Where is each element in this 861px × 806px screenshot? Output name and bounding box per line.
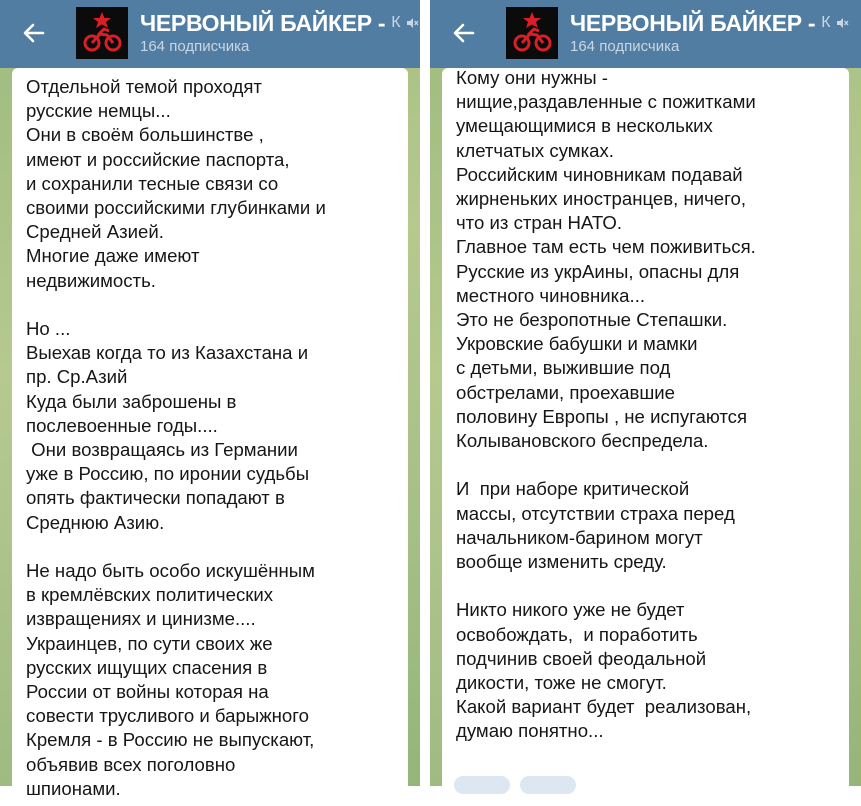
message-text: Отдельной темой проходят русские немцы... Они в своём большинстве , имеют и российские паспорта, и сохранили тесные связи со своими российскими глубинками и Средней Азией. Многие даже имеют недвижимость. Но ... Выехав когда то из Казахстана и пр. Ср.Азий Куда были заброшены в послевоенные годы.... Они возвращаясь из Германии уже в Россию, по иронии судьбы опять фактически попадают в Среднюю Азию. Не надо быть особо искушённым в кремлёвских политических извращениях и цинизме.... Украинцев, по сути своих же русских ищущих спасения в России от войны которая на совести трусливого и барыжного Кремля - в Россию не выпускают, объявив всех поголовно шпионами. <box>26 76 326 799</box>
chat-header <box>430 0 861 68</box>
channel-title[interactable]: ЧЕРВОНЫЙ БАЙКЕР - <box>570 9 816 36</box>
reaction-chips <box>454 774 584 786</box>
channel-avatar[interactable] <box>76 7 128 59</box>
channel-avatar[interactable] <box>506 7 558 59</box>
screenshot-right <box>430 0 861 786</box>
screenshot-left <box>0 0 420 799</box>
reaction-chip[interactable] <box>520 776 576 794</box>
mute-icon <box>405 16 419 30</box>
reaction-chip[interactable] <box>454 776 510 794</box>
channel-title-suffix: К <box>821 14 831 31</box>
arrow-left-icon[interactable] <box>18 17 50 49</box>
chat-header <box>0 0 420 68</box>
subscriber-count: 164 подписчика <box>570 38 680 55</box>
channel-title[interactable]: ЧЕРВОНЫЙ БАЙКЕР - <box>140 9 386 36</box>
mute-icon <box>835 16 849 30</box>
subscriber-count: 164 подписчика <box>140 38 250 55</box>
channel-title-suffix: К <box>391 14 401 31</box>
message-text: Кому они нужны - нищие,раздавленные с пожитками умещающимися в нескольких клетчатых сумках. Российским чиновникам подавай жирненьких иностранцев, ничего, что из стран НАТО. Главное там есть чем поживиться. Русские из укрАины, опасны для местного чиновника... Это не безропотные Степашки. Укровские бабушки и мамки с детьми, выжившие под обстрелами, проехавшие половину Европы , не испугаются Колывановского беспредела. И при наборе критической массы, отсутствии страха перед начальником-барином могут вообще изменить среду. Никто никого уже не будет освобождать, и поработить подчинив своей феодальной дикости, тоже не смогут. Какой вариант будет реализован, думаю понятно... <box>456 67 756 742</box>
arrow-left-icon[interactable] <box>448 17 480 49</box>
